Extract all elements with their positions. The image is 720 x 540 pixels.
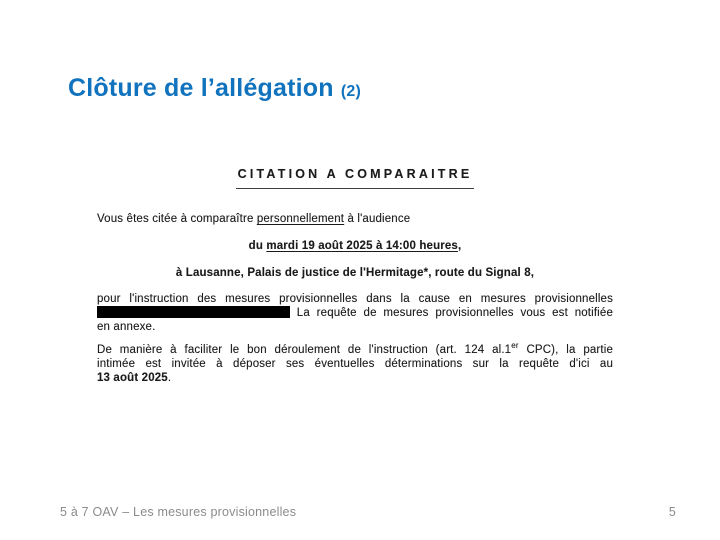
determination-paragraph bbox=[97, 343, 613, 385]
determination-line-2: intimée est invitée à déposer ses éventuelles déterminations sur la requête d'ici au bbox=[97, 358, 613, 370]
determination-line-1 bbox=[97, 343, 613, 357]
instruction-line-2 bbox=[97, 306, 613, 320]
document-heading-row bbox=[97, 167, 613, 189]
determination-line-3 bbox=[97, 371, 613, 385]
date-underlined: mardi 19 août 2025 à 14:00 heures bbox=[266, 240, 458, 252]
determination-line-1-post: CPC), la partie bbox=[518, 344, 613, 356]
deadline-period: . bbox=[167, 372, 172, 384]
date-post: , bbox=[457, 240, 462, 252]
instruction-line-1: pour l'instruction des mesures provisionnelles dans la cause en mesures provisionnelles bbox=[97, 293, 613, 305]
determination-line-1-pre: De manière à faciliter le bon déroulement de l'instruction (art. 124 al.1 bbox=[97, 344, 512, 356]
intro-line bbox=[97, 212, 613, 226]
page-number: 5 bbox=[668, 505, 676, 519]
redaction-bar bbox=[97, 306, 290, 318]
deadline-date: 13 août 2025 bbox=[97, 372, 168, 384]
footer-text: 5 à 7 OAV – Les mesures provisionnelles bbox=[60, 505, 297, 519]
intro-pre: Vous êtes citée à comparaître bbox=[97, 213, 257, 225]
superscript-er: er bbox=[511, 341, 519, 351]
document-heading: CITATION A COMPARAITRE bbox=[236, 167, 475, 189]
date-line bbox=[97, 239, 613, 253]
location-line: à Lausanne, Palais de justice de l'Hermitage*, route du Signal 8, bbox=[175, 267, 535, 279]
page-title-text: Clôture de l’allégation bbox=[68, 74, 334, 102]
instruction-line-2-text: La requête de mesures provisionnelles vous est notifiée bbox=[296, 307, 613, 319]
date-pre: du bbox=[248, 240, 267, 252]
page-title-suffix: (2) bbox=[340, 83, 362, 100]
instruction-line-3: en annexe. bbox=[97, 321, 156, 333]
slide-footer bbox=[60, 505, 676, 519]
instruction-paragraph bbox=[97, 292, 613, 334]
page-title bbox=[68, 74, 361, 103]
intro-underlined: personnellement bbox=[256, 213, 345, 225]
scanned-document bbox=[97, 167, 613, 385]
intro-post: à l'audience bbox=[344, 213, 411, 225]
